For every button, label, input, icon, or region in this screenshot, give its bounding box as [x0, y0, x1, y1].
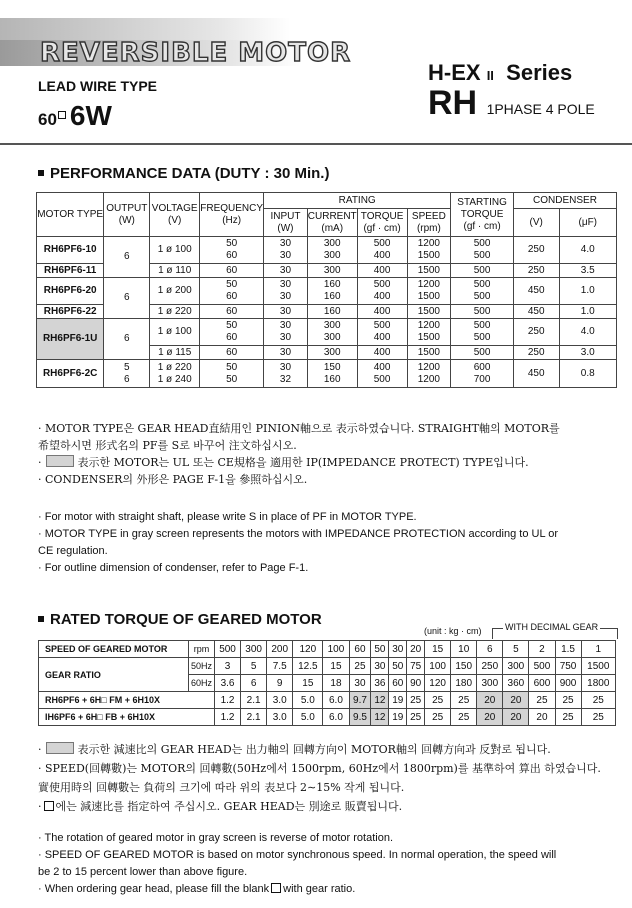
cell-cond-v: 450 [513, 360, 559, 388]
cell-current: 300 [307, 346, 357, 360]
note-line: · 表示한 MOTOR는 UL 또는 CE規格을 適用한 IP(IMPEDANCE PROTECT) TYPE입니다. [38, 456, 529, 469]
cell-input: 30 30 [264, 237, 308, 264]
square-icon [58, 111, 66, 119]
cell-output: 6 [104, 237, 150, 278]
cell-type: RH6PF6-10 [37, 237, 104, 264]
note-line: 實使用時의 回轉數는 負荷의 크기에 따라 위의 表보다 2∼15% 작게 됩니다. [38, 781, 405, 794]
cell-cond-v: 450 [513, 278, 559, 305]
value-cell: 300 [503, 658, 529, 675]
value-cell: 60 [389, 675, 407, 692]
value-cell: 10 [451, 641, 477, 658]
blank-square-icon [271, 883, 281, 893]
value-cell: 9.5 [349, 709, 371, 726]
cell-cond-v: 250 [513, 237, 559, 264]
cell-torque: 500 400 [357, 319, 407, 346]
value-cell: 25 [451, 709, 477, 726]
value-cell: 6 [477, 641, 503, 658]
hdr-current: CURRENT (mA) [307, 209, 357, 237]
value-cell: 100 [323, 641, 349, 658]
cell-input: 30 [264, 305, 308, 319]
value-cell: 1800 [581, 675, 615, 692]
value-cell: 60 [349, 641, 371, 658]
cell-voltage: 1 ø 110 [150, 264, 200, 278]
value-cell: 2.1 [241, 709, 267, 726]
cell-freq: 50 60 [200, 278, 264, 305]
cell-cond-f: 1.0 [559, 278, 617, 305]
value-cell: 300 [477, 675, 503, 692]
cell-torque: 500 400 [357, 278, 407, 305]
cell-cond-v: 250 [513, 319, 559, 346]
value-cell: 500 [215, 641, 241, 658]
hdr-cond-v: (V) [513, 209, 559, 237]
cell-current: 150 160 [307, 360, 357, 388]
cell-cond-f: 3.0 [559, 346, 617, 360]
cell-starting: 500 [451, 264, 514, 278]
value-cell: 600 [529, 675, 555, 692]
value-cell: 5 [503, 641, 529, 658]
value-cell: 6.0 [323, 692, 349, 709]
cell-starting: 500 [451, 346, 514, 360]
note-line: · 에는 減速比를 指定하여 주십시오. GEAR HEAD는 別途로 販賣됩니다. [38, 800, 403, 813]
speed-label: SPEED OF GEARED MOTOR [39, 641, 189, 658]
cell-type: RH6PF6-1U [37, 319, 104, 360]
value-cell: 1.2 [215, 692, 241, 709]
hz60-label: 60Hz [189, 675, 215, 692]
cell-freq: 50 50 [200, 360, 264, 388]
gear-ratio-label: GEAR RATIO [39, 658, 189, 692]
value-cell: 900 [555, 675, 581, 692]
blank-square-icon [44, 801, 54, 811]
cell-cond-f: 0.8 [559, 360, 617, 388]
value-cell: 3.0 [267, 692, 293, 709]
bullet-icon [38, 170, 44, 176]
value-cell: 1.2 [215, 709, 241, 726]
value-cell: 15 [323, 658, 349, 675]
value-cell: 20 [503, 692, 529, 709]
rpm-label: rpm [189, 641, 215, 658]
note-line: · CONDENSER의 外形은 PAGE F-1을 參照하십시오. [38, 473, 308, 486]
value-cell: 25 [407, 692, 425, 709]
value-cell: 3.0 [267, 709, 293, 726]
value-cell: 25 [581, 692, 615, 709]
torque-row-label: RH6PF6 + 6H□ FM + 6H10X [39, 692, 215, 709]
speed-row [39, 641, 616, 658]
value-cell: 1.5 [555, 641, 581, 658]
note-line: · The rotation of geared motor in gray screen is reverse of motor rotation. [38, 832, 394, 844]
cell-output: 5 6 [104, 360, 150, 388]
table-row [37, 278, 617, 305]
value-cell: 6.0 [323, 709, 349, 726]
value-cell: 20 [407, 641, 425, 658]
cell-input: 30 30 [264, 278, 308, 305]
cell-speed: 1200 1200 [407, 360, 451, 388]
cell-torque: 400 [357, 305, 407, 319]
value-cell: 12.5 [293, 658, 323, 675]
cell-voltage: 1 ø 100 [150, 237, 200, 264]
hdr-input: INPUT (W) [264, 209, 308, 237]
cell-current: 300 300 [307, 319, 357, 346]
cell-type: RH6PF6-11 [37, 264, 104, 278]
value-cell: 75 [407, 658, 425, 675]
cell-cond-v: 250 [513, 346, 559, 360]
value-cell: 50 [371, 641, 389, 658]
notes-korean-torque [38, 740, 601, 816]
cell-torque: 500 400 [357, 237, 407, 264]
model-rh: RH [428, 84, 478, 122]
value-cell: 25 [425, 692, 451, 709]
note-line: · 表示한 減速比의 GEAR HEAD는 出力軸의 回轉方向이 MOTOR軸의 回轉方向과 反對로 됩니다. [38, 743, 551, 756]
cell-cond-f: 4.0 [559, 237, 617, 264]
value-cell: 15 [293, 675, 323, 692]
value-cell: 120 [425, 675, 451, 692]
note-line: · SPEED(回轉數)는 MOTOR의 回轉數(50Hz에서 1500rpm, 60Hz에서 1800rpm)를 基準하여 算出 하였습니다. [38, 762, 601, 775]
value-cell: 25 [581, 709, 615, 726]
cell-voltage: 1 ø 220 [150, 305, 200, 319]
value-cell: 200 [267, 641, 293, 658]
hz50-label: 50Hz [189, 658, 215, 675]
hdr-condenser: CONDENSER [513, 193, 616, 209]
cell-freq: 60 [200, 305, 264, 319]
torque-row-fb [39, 709, 616, 726]
value-cell: 20 [477, 709, 503, 726]
value-cell: 3 [215, 658, 241, 675]
cell-starting: 500 [451, 305, 514, 319]
hdr-output: OUTPUT (W) [104, 193, 150, 237]
value-cell: 25 [407, 709, 425, 726]
value-cell: 750 [555, 658, 581, 675]
torque-section-title [38, 611, 322, 628]
cell-freq: 60 [200, 346, 264, 360]
value-cell: 30 [389, 641, 407, 658]
cell-type: RH6PF6-22 [37, 305, 104, 319]
ratio-50hz-row [39, 658, 616, 675]
value-cell: 7.5 [267, 658, 293, 675]
value-cell: 500 [529, 658, 555, 675]
cell-cond-v: 250 [513, 264, 559, 278]
performance-table [36, 192, 617, 388]
value-cell: 250 [477, 658, 503, 675]
hdr-rating: RATING [264, 193, 451, 209]
value-cell: 9 [267, 675, 293, 692]
cell-cond-f: 3.5 [559, 264, 617, 278]
hdr-cond-f: (μF) [559, 209, 617, 237]
value-cell: 25 [555, 709, 581, 726]
gray-swatch-icon [46, 455, 74, 467]
value-cell: 100 [425, 658, 451, 675]
value-cell: 150 [451, 658, 477, 675]
cell-voltage: 1 ø 115 [150, 346, 200, 360]
header-band [0, 18, 290, 40]
hdr-speed: SPEED (rpm) [407, 209, 451, 237]
bullet-icon [38, 616, 44, 622]
page-title: REVERSIBLE MOTOR [40, 38, 352, 68]
value-cell: 9.7 [349, 692, 371, 709]
cell-starting: 500 500 [451, 237, 514, 264]
cell-starting: 600 700 [451, 360, 514, 388]
torque-unit: (unit : kg · cm) [424, 626, 482, 636]
note-line: · For motor with straight shaft, please write S in place of PF in MOTOR TYPE. [38, 511, 417, 523]
value-cell: 3.6 [215, 675, 241, 692]
value-cell: 5.0 [293, 709, 323, 726]
value-cell: 50 [389, 658, 407, 675]
gray-swatch-icon [46, 742, 74, 754]
value-cell: 25 [555, 692, 581, 709]
cell-speed: 1200 1500 [407, 319, 451, 346]
value-cell: 120 [293, 641, 323, 658]
notes-english-torque [38, 830, 556, 898]
cell-freq: 50 60 [200, 237, 264, 264]
cell-cond-f: 1.0 [559, 305, 617, 319]
cell-output: 6 [104, 319, 150, 360]
cell-current: 300 300 [307, 237, 357, 264]
value-cell: 2.1 [241, 692, 267, 709]
series-sub: II [486, 68, 494, 83]
note-line: · SPEED OF GEARED MOTOR is based on motor synchronous speed. In normal operation, the speed will [38, 849, 557, 861]
header-divider [0, 143, 632, 145]
hdr-starting-torque: STARTING TORQUE (gf · cm) [451, 193, 514, 237]
cell-speed: 1500 [407, 346, 451, 360]
cell-starting: 500 500 [451, 278, 514, 305]
value-cell: 1 [581, 641, 615, 658]
cell-cond-f: 4.0 [559, 319, 617, 346]
note-line: be 2 to 15 percent lower than above figure. [38, 866, 248, 878]
value-cell: 15 [425, 641, 451, 658]
table-row [37, 360, 617, 388]
value-cell: 1500 [581, 658, 615, 675]
series-name [428, 60, 572, 86]
value-cell: 19 [389, 692, 407, 709]
hdr-voltage: VOLTAGE (V) [150, 193, 200, 237]
cell-torque: 400 500 [357, 360, 407, 388]
value-cell: 20 [503, 709, 529, 726]
value-cell: 19 [389, 709, 407, 726]
value-cell: 12 [371, 709, 389, 726]
torque-row-fm [39, 692, 616, 709]
cell-type: RH6PF6-2C [37, 360, 104, 388]
value-cell: 12 [371, 692, 389, 709]
note-line: 希望하시면 形式名의 PF를 S로 바꾸어 注文하십시오. [38, 439, 297, 452]
cell-type: RH6PF6-20 [37, 278, 104, 305]
perf-section-title [38, 165, 329, 182]
cell-current: 300 [307, 264, 357, 278]
cell-torque: 400 [357, 346, 407, 360]
cell-voltage: 1 ø 200 [150, 278, 200, 305]
cell-speed: 1500 [407, 264, 451, 278]
note-line: · MOTOR TYPE은 GEAR HEAD直結用인 PINION軸으로 表示하였습니다. STRAIGHT軸의 MOTOR를 [38, 422, 560, 435]
size-power: 6W [69, 100, 112, 131]
value-cell: 18 [323, 675, 349, 692]
cell-speed: 1500 [407, 305, 451, 319]
cell-output: 6 [104, 278, 150, 319]
hdr-motor-type: MOTOR TYPE [37, 193, 104, 237]
series-word: Series [506, 60, 573, 85]
note-line: · When ordering gear head, please fill the blank with gear ratio. [38, 883, 356, 895]
value-cell: 25 [425, 709, 451, 726]
cell-current: 160 160 [307, 278, 357, 305]
value-cell: 20 [477, 692, 503, 709]
cell-torque: 400 [357, 264, 407, 278]
value-cell: 360 [503, 675, 529, 692]
cell-input: 30 [264, 264, 308, 278]
notes-korean-perf [38, 420, 560, 488]
value-cell: 25 [349, 658, 371, 675]
model-name [428, 84, 595, 123]
note-line: · For outline dimension of condenser, refer to Page F-1. [38, 562, 309, 574]
cell-input: 30 [264, 346, 308, 360]
series-hex: H-EX [428, 60, 481, 85]
torque-title-text: RATED TORQUE OF GEARED MOTOR [50, 611, 322, 628]
phase-text: 1PHASE 4 POLE [486, 101, 595, 117]
value-cell: 5.0 [293, 692, 323, 709]
cell-input: 30 30 [264, 319, 308, 346]
cell-speed: 1200 1500 [407, 278, 451, 305]
table-row [37, 319, 617, 346]
value-cell: 20 [529, 709, 555, 726]
cell-starting: 500 500 [451, 319, 514, 346]
torque-row-label: IH6PF6 + 6H□ FB + 6H10X [39, 709, 215, 726]
cell-speed: 1200 1500 [407, 237, 451, 264]
hdr-torque: TORQUE (gf · cm) [357, 209, 407, 237]
value-cell: 6 [241, 675, 267, 692]
size-frame: 60 [38, 110, 57, 129]
value-cell: 5 [241, 658, 267, 675]
torque-table [38, 640, 616, 726]
lead-wire-type: LEAD WIRE TYPE [38, 78, 158, 94]
cell-freq: 50 60 [200, 319, 264, 346]
cell-cond-v: 450 [513, 305, 559, 319]
cell-current: 160 [307, 305, 357, 319]
value-cell: 30 [371, 658, 389, 675]
cell-voltage: 1 ø 220 1 ø 240 [150, 360, 200, 388]
value-cell: 300 [241, 641, 267, 658]
value-cell: 30 [349, 675, 371, 692]
motor-size [38, 100, 112, 132]
cell-freq: 60 [200, 264, 264, 278]
note-line: · MOTOR TYPE in gray screen represents the motors with IMPEDANCE PROTECTION according to UL or [38, 528, 559, 540]
perf-title-text: PERFORMANCE DATA (DUTY : 30 Min.) [50, 165, 330, 182]
value-cell: 90 [407, 675, 425, 692]
decimal-gear-label: WITH DECIMAL GEAR [505, 622, 599, 632]
cell-voltage: 1 ø 100 [150, 319, 200, 346]
value-cell: 2 [529, 641, 555, 658]
notes-english-perf [38, 509, 558, 577]
table-row [37, 237, 617, 264]
value-cell: 25 [451, 692, 477, 709]
note-line: CE regulation. [38, 545, 108, 557]
value-cell: 180 [451, 675, 477, 692]
cell-input: 30 32 [264, 360, 308, 388]
hdr-frequency: FREQUENCY (Hz) [200, 193, 264, 237]
value-cell: 25 [529, 692, 555, 709]
value-cell: 36 [371, 675, 389, 692]
